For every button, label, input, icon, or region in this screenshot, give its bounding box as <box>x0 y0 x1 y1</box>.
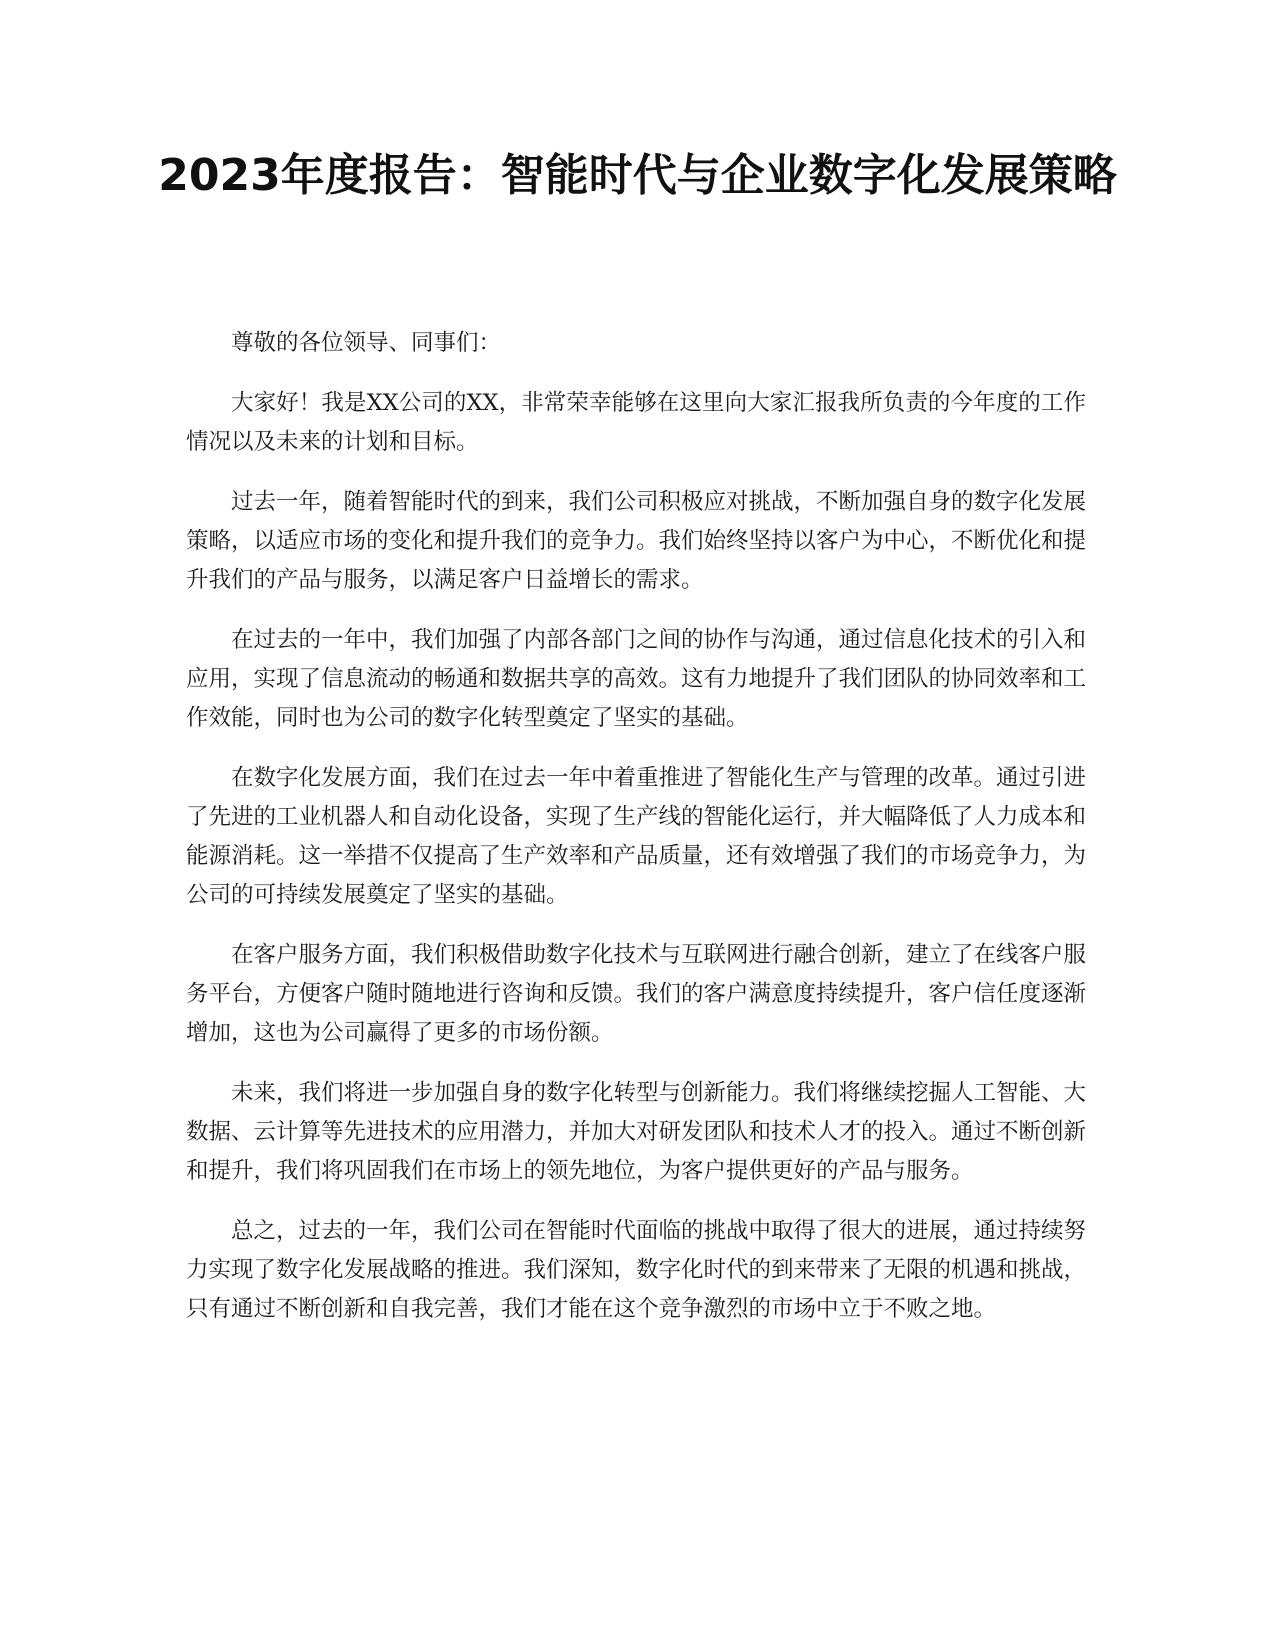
paragraph: 过去一年，随着智能时代的到来，我们公司积极应对挑战，不断加强自身的数字化发展策略，以适应市场的变化和提升我们的竞争力。我们始终坚持以客户为中心，不断优化和提升我们的产品与服务，以满足客户日益增长的需求。 <box>186 489 1087 593</box>
document-body <box>186 324 1086 1350</box>
salutation: 尊敬的各位领导、同事们： <box>231 330 502 356</box>
paragraph: 在过去的一年中，我们加强了内部各部门之间的协作与沟通，通过信息化技术的引入和应用，实现了信息流动的畅通和数据共享的高效。这有力地提升了我们团队的协同效率和工作效能，同时也为公司的数字化转型奠定了坚实的基础。 <box>186 627 1087 731</box>
paragraph: 在数字化发展方面，我们在过去一年中着重推进了智能化生产与管理的改革。通过引进了先进的工业机器人和自动化设备，实现了生产线的智能化运行，并大幅降低了人力成本和能源消耗。这一举措不仅提高了生产效率和产品质量，还有效增强了我们的市场竞争力，为公司的可持续发展奠定了坚实的基础。 <box>186 765 1087 908</box>
paragraph: 未来，我们将进一步加强自身的数字化转型与创新能力。我们将继续挖掘人工智能、大数据、云计算等先进技术的应用潜力，并加大对研发团队和技术人才的投入。通过不断创新和提升，我们将巩固我们在市场上的领先地位，为客户提供更好的产品与服务。 <box>186 1080 1087 1184</box>
document-title: 2023年度报告：智能时代与企业数字化发展策略 <box>158 150 1117 201</box>
paragraph: 总之，过去的一年，我们公司在智能时代面临的挑战中取得了很大的进展，通过持续努力实现了数字化发展战略的推进。我们深知，数字化时代的到来带来了无限的机遇和挑战，只有通过不断创新和自我完善，我们才能在这个竞争激烈的市场中立于不败之地。 <box>186 1218 1087 1322</box>
paragraph: 大家好！我是XX公司的XX，非常荣幸能够在这里向大家汇报我所负责的今年度的工作情况以及未来的计划和目标。 <box>186 390 1086 455</box>
paragraph: 在客户服务方面，我们积极借助数字化技术与互联网进行融合创新，建立了在线客户服务平台，方便客户随时随地进行咨询和反馈。我们的客户满意度持续提升，客户信任度逐渐增加，这也为公司赢得了更多的市场份额。 <box>186 942 1087 1046</box>
